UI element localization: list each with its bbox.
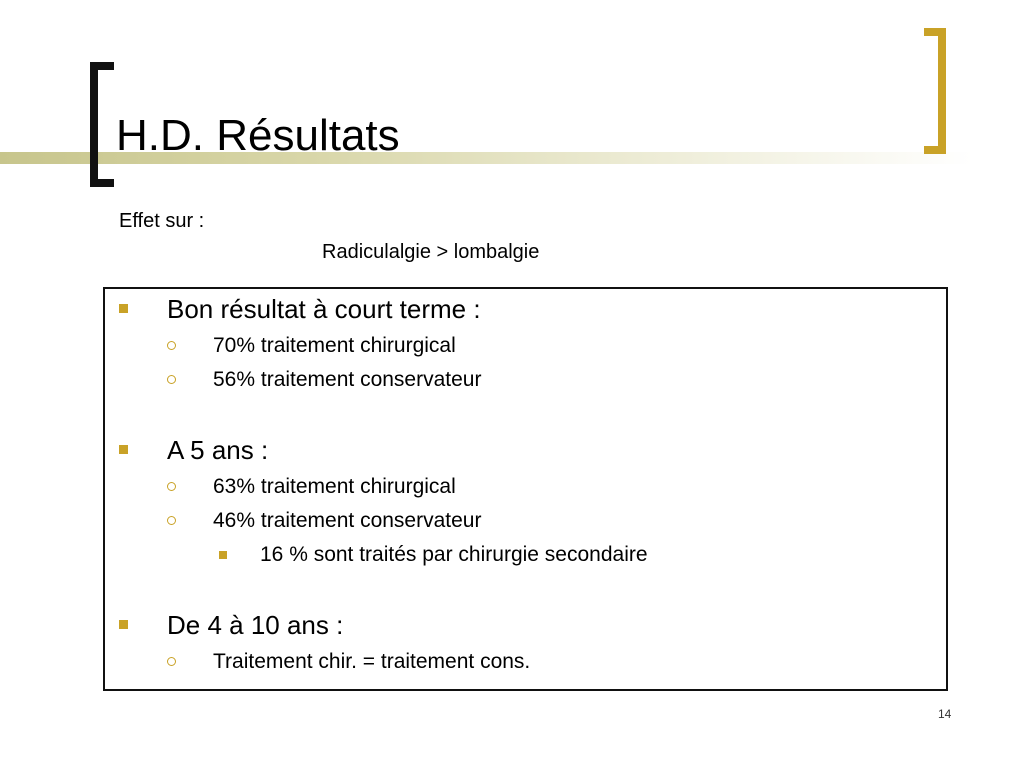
slide-title: H.D. Résultats — [116, 111, 400, 160]
bullet-item-short-term — [167, 294, 481, 324]
square-bullet-icon — [119, 304, 128, 313]
sub-bullet-text: 56% traitement conservateur — [213, 368, 482, 391]
sub-bullet-item — [213, 649, 530, 675]
left-bracket-icon — [90, 62, 114, 187]
sub-bullet-text: 46% traitement conservateur — [213, 509, 482, 532]
sub-bullet-item — [213, 367, 481, 393]
circle-bullet-icon — [167, 657, 176, 666]
sub-sub-bullet-text: 16 % sont traités par chirurgie secondaire — [260, 543, 648, 566]
right-bracket-icon — [924, 28, 946, 154]
sub-bullet-text: 63% traitement chirurgical — [213, 475, 456, 498]
bullet-text: De 4 à 10 ans : — [167, 610, 344, 640]
sub-bullet-item — [213, 474, 456, 500]
circle-bullet-icon — [167, 516, 176, 525]
sub-bullet-item — [213, 333, 456, 359]
content-box — [103, 287, 948, 691]
circle-bullet-icon — [167, 482, 176, 491]
sub-bullet-item — [213, 508, 481, 534]
subtitle-effect-value: Radiculalgie > lombalgie — [322, 241, 540, 263]
bullet-text: Bon résultat à court terme : — [167, 294, 481, 324]
circle-bullet-icon — [167, 341, 176, 350]
bullet-item-five-years — [167, 435, 268, 465]
bullet-item-four-to-ten-years — [167, 610, 343, 640]
square-bullet-icon — [119, 445, 128, 454]
slide-number: 14 — [938, 707, 952, 721]
sub-bullet-text: 70% traitement chirurgical — [213, 334, 456, 357]
bullet-text: A 5 ans : — [167, 435, 269, 465]
circle-bullet-icon — [167, 375, 176, 384]
sub-sub-bullet-item — [260, 542, 648, 568]
square-bullet-icon — [219, 551, 227, 559]
subtitle-effect-label: Effet sur : — [119, 210, 205, 232]
square-bullet-icon — [119, 620, 128, 629]
sub-bullet-text: Traitement chir. = traitement cons. — [213, 650, 531, 673]
